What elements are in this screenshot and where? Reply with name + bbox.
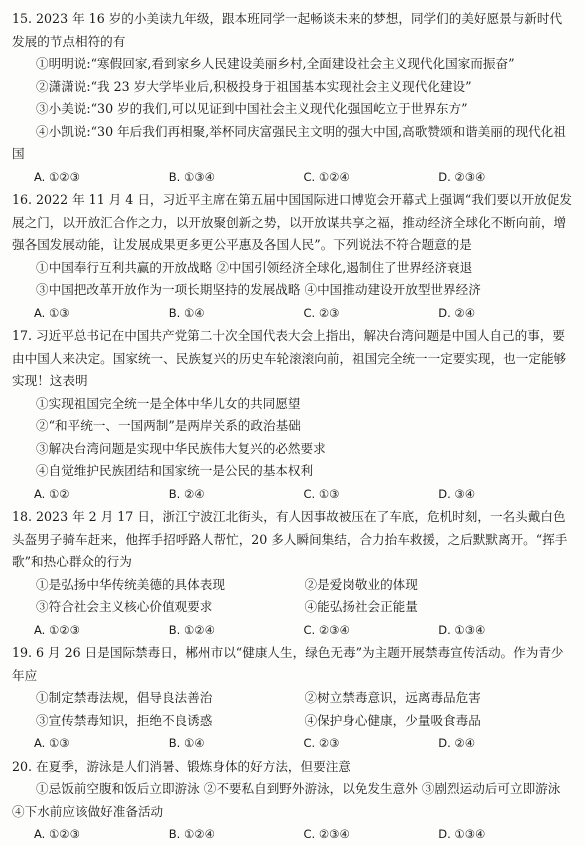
option-d[interactable]: D. ③④ (438, 486, 476, 501)
answer-options (12, 166, 573, 189)
option-d[interactable]: D. ②④ (438, 305, 476, 320)
question-15 (12, 8, 573, 188)
option-d[interactable]: D. ②③④ (438, 169, 486, 184)
option-a[interactable]: A. ①② (34, 486, 70, 501)
statement-4: ④小凯说:“30 年后我们再相聚,举杯同庆富强民主文明的强大中国,高歌赞颂和谐美丽的现代化祖国 (12, 123, 566, 161)
statement-4: ④自觉维护民族团结和国家统一是公民的基本权利 (36, 463, 314, 478)
statement-2: ②“和平统一、一国两制”是两岸关系的政治基础 (36, 418, 301, 433)
question-stem: 18. 2023 年 2 月 17 日，浙江宁波江北街头，有人因事故被压在了车底，危机时刻，一名头戴白色头盔男子骑车赶来，他挥手招呼路人帮忙，20 多人瞬间集结，合力抬车救援，之后默默离开。“挥手歌”和热心群众的行为 (12, 509, 568, 569)
statement-4: ④保护身心健康，少量吸食毒品 (304, 712, 481, 728)
option-a[interactable]: A. ①②③ (34, 622, 80, 637)
option-b[interactable]: B. ①②④ (168, 827, 215, 841)
option-a[interactable]: A. ①③ (34, 736, 70, 750)
statement-3: ③宣传禁毒知识，拒绝不良诱惑 (36, 712, 213, 728)
statement-line-1: ①忌饭前空腹和饭后立即游泳 ②不要私自到野外游泳，以免发生意外 ③剧烈运动后可立即游泳 ④下水前应该做好准备活动 (12, 781, 561, 819)
statement-row-2 (12, 596, 573, 619)
statement-1: ①是弘扬中华传统美德的具体表现 (36, 576, 225, 592)
statement-3: ③符合社会主义核心价值观要求 (36, 599, 213, 614)
question-18 (12, 506, 573, 641)
answer-options (12, 823, 573, 846)
question-16 (12, 189, 573, 324)
option-d[interactable]: D. ①③④ (438, 827, 486, 841)
question-stem: 20. 在夏季，游泳是人们消暑、锻炼身体的好方法，但要注意 (12, 758, 351, 774)
option-c[interactable]: C. ②③④ (303, 622, 350, 637)
statement-2: ②潇潇说:“我 23 岁大学毕业后,积极投身于祖国基本实现社会主义现代化建设” (36, 78, 472, 94)
option-d[interactable]: D. ②④ (438, 736, 476, 750)
option-d[interactable]: D. ①③④ (438, 622, 486, 637)
answer-options (12, 732, 573, 755)
option-b[interactable]: B. ①③④ (168, 169, 215, 184)
question-stem: 15. 2023 年 16 岁的小美读九年级，跟本班同学一起畅谈未来的梦想，同学们的美好愿景与新时代发展的节点相符的有 (12, 11, 563, 49)
statement-1: ①明明说:“寒假回家,看到家乡人民建设美丽乡村,全面建设社会主义现代化国家而振奋” (36, 56, 515, 71)
statement-row-2 (12, 710, 573, 733)
question-17 (12, 325, 573, 505)
question-stem: 19. 6 月 26 日是国际禁毒日，郴州市以“健康人生，绿色无毒”为主题开展禁毒宣传活动。作为青少年应 (12, 645, 564, 683)
option-a[interactable]: A. ①③ (34, 305, 70, 320)
answer-options (12, 483, 573, 506)
statement-2: ②树立禁毒意识，远离毒品危害 (304, 690, 481, 705)
option-c[interactable]: C. ①②④ (303, 169, 350, 184)
statement-row-1 (12, 574, 573, 597)
question-stem: 17. 习近平总书记在中国共产党第二十次全国代表大会上指出，解决台湾问题是中国人自己的事，要由中国人来决定。国家统一、民族复兴的历史车轮滚滚向前，祖国完全统一一定要实现，也一定能够实现！这表明 (12, 328, 567, 388)
answer-options (12, 619, 573, 642)
option-b[interactable]: B. ①④ (168, 305, 205, 320)
statement-line-2: ③中国把改革开放作为一项长期坚持的发展战略 ④中国推动建设开放型世界经济 (36, 282, 481, 297)
option-b[interactable]: B. ①②④ (168, 622, 215, 637)
option-c[interactable]: C. ①③ (303, 486, 340, 501)
option-a[interactable]: A. ①②③ (34, 169, 80, 184)
option-c[interactable]: C. ②③④ (303, 827, 350, 841)
option-b[interactable]: B. ①④ (168, 736, 205, 750)
question-20 (12, 756, 573, 846)
statement-row-1 (12, 687, 573, 710)
option-c[interactable]: C. ②③ (303, 736, 340, 750)
statement-4: ④能弘扬社会正能量 (304, 599, 418, 614)
statement-1: ①实现祖国完全统一是全体中华儿女的共同愿望 (36, 395, 301, 411)
option-b[interactable]: B. ②④ (168, 486, 205, 501)
answer-options (12, 302, 573, 325)
option-a[interactable]: A. ①②③ (34, 827, 80, 841)
question-19 (12, 642, 573, 755)
option-c[interactable]: C. ②③ (303, 305, 340, 320)
question-stem: 16. 2022 年 11 月 4 日，习近平主席在第五届中国国际进口博览会开幕式上强调“我们要以开放促发展之门，以开放汇合作之力，以开放聚创新之势，以开放谋共享之福，推动经济全球化不断向前，增强各国发展动能，让发展成果更多更公平惠及各国人民”。下列说法不符合题意的是 (12, 192, 572, 252)
statement-2: ②是爱岗敬业的体现 (304, 576, 418, 592)
statement-3: ③解决台湾问题是实现中华民族伟大复兴的必然要求 (36, 440, 326, 456)
statement-line-1: ①中国奉行互利共赢的开放战略 ②中国引领经济全球化,遏制住了世界经济衰退 (36, 259, 473, 275)
statement-1: ①制定禁毒法规，倡导良法善治 (36, 690, 213, 705)
statement-3: ③小美说:“30 岁的我们,可以见证到中国社会主义现代化强国屹立于世界东方” (36, 101, 468, 116)
